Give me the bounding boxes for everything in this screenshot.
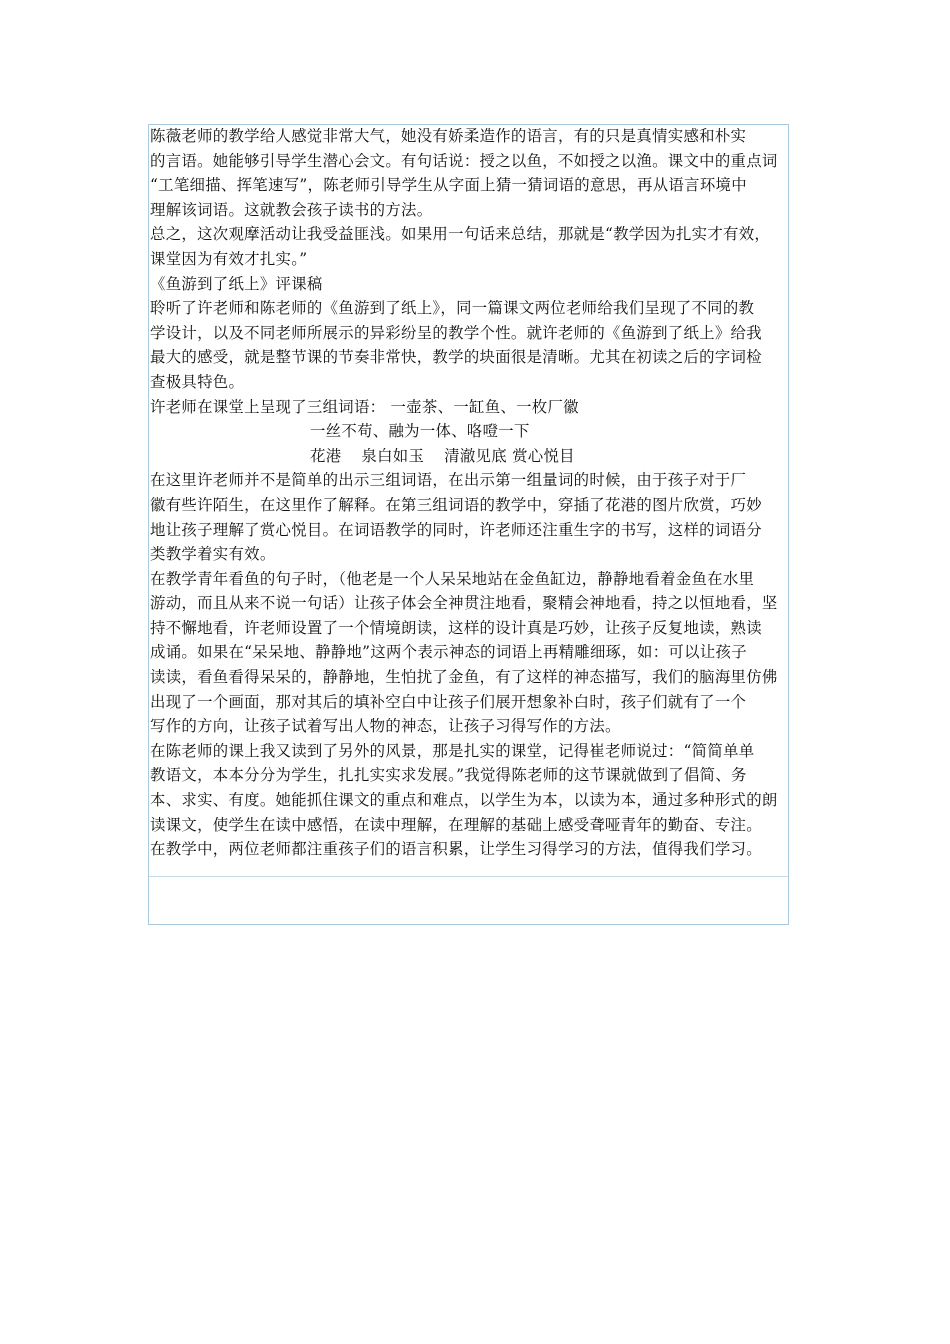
text-line: 在教学青年看鱼的句子时，（他老是一个人呆呆地站在金鱼缸边，静静地看着金鱼在水里 [150,569,755,588]
text-line: 学设计，以及不同老师所展示的异彩纷呈的教学个性。就许老师的《鱼游到了纸上》给我 [150,323,762,342]
text-line: 教语文，本本分分为学生，扎扎实实求发展。”我觉得陈老师的这节课就做到了倡简、务 [150,766,747,785]
text-line: 本、求实、有度。她能抓住课文的重点和难点，以学生为本，以读为本，通过多种形式的朗 [150,791,778,810]
text-line: 在这里许老师并不是简单的出示三组词语，在出示第一组量词的时候，由于孩子对于厂 [150,471,747,490]
text-line: “工笔细描、挥笔速写”，陈老师引导学生从字面上猜一猜词语的意思，再从语言环境中 [150,176,747,195]
text-line: 持不懈地看，许老师设置了一个情境朗读，这样的设计真是巧妙，让孩子反复地读，熟读 [150,618,762,637]
text-line: 徽有些许陌生，在这里作了解释。在第三组词语的教学中，穿插了花港的图片欣赏，巧妙 [150,495,762,514]
text-line: 查极具特色。 [150,372,245,391]
word-group-3-item: 清澈见底 赏心悦目 [444,446,575,465]
text-line: 类教学着实有效。 [150,545,276,564]
text-line: 的言语。她能够引导学生潜心会文。有句话说：授之以鱼，不如授之以渔。课文中的重点词 [150,151,778,170]
text-line: 读课文，使学生在读中感悟，在读中理解，在理解的基础上感受聋哑青年的勤奋、专注。 [150,815,762,834]
word-group-2: 一丝不苟、融为一体、咯噔一下 [310,422,530,441]
word-group-3-item: 花港 [310,446,342,465]
text-line: 成诵。如果在“呆呆地、静静地”这两个表示神态的词语上再精雕细琢，如：可以让孩子 [150,643,747,662]
text-line: 聆听了许老师和陈老师的《鱼游到了纸上》，同一篇课文两位老师给我们呈现了不同的教 [150,299,755,318]
text-line: 课堂因为有效才扎实。” [150,249,308,268]
text-line: 陈薇老师的教学给人感觉非常大气，她没有娇柔造作的语言，有的只是真情实感和朴实 [150,127,747,145]
word-group-3-item: 泉白如玉 [361,446,425,465]
text-line: 写作的方向，让孩子试着写出人物的神态，让孩子习得写作的方法。 [150,717,621,736]
text-line: 游动，而且从来不说一句话）让孩子体会全神贯注地看，聚精会神地看，持之以恒地看，坚 [150,594,778,613]
text-line: 地让孩子理解了赏心悦目。在词语教学的同时，许老师还注重生字的书写，这样的词语分 [150,520,762,539]
text-line: 在陈老师的课上我又读到了另外的风景，那是扎实的课堂，记得崔老师说过：“简简单单 [150,741,755,760]
text-line: 最大的感受，就是整节课的节奏非常快，教学的块面很是清晰。尤其在初读之后的字词检 [150,348,762,367]
section-title: 《鱼游到了纸上》评课稿 [150,274,323,293]
frame-divider [149,876,788,877]
text-line: 出现了一个画面，那对其后的填补空白中让孩子们展开想象补白时，孩子们就有了一个 [150,692,747,711]
document-body [150,124,792,862]
word-group-1-line: 许老师在课堂上呈现了三组词语： 一壶茶、一缸鱼、一枚厂徽 [150,397,579,416]
text-line: 读读，看鱼看得呆呆的，静静地，生怕扰了金鱼，有了这样的神态描写，我们的脑海里仿佛 [150,668,778,687]
text-line: 在教学中，两位老师都注重孩子们的语言积累，让学生习得学习的方法，值得我们学习。 [150,840,762,859]
text-line: 总之，这次观摩活动让我受益匪浅。如果用一句话来总结，那就是“教学因为扎实才有效， [150,225,771,244]
word-group-3 [150,444,792,469]
text-line: 理解该词语。这就教会孩子读书的方法。 [150,200,433,219]
